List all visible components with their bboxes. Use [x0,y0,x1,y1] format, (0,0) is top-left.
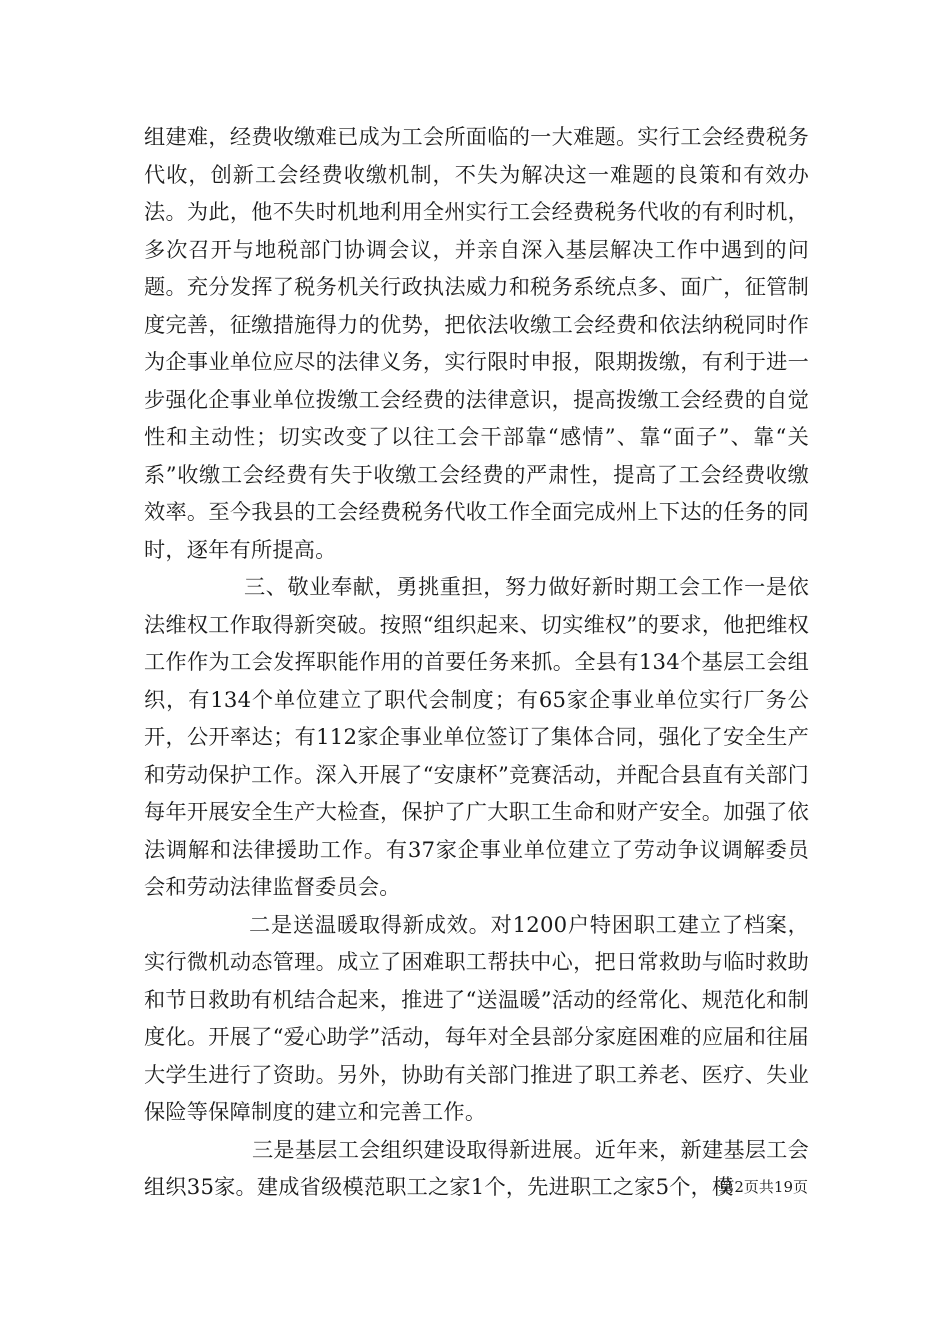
paragraph-3: 二是送温暖取得新成效。对1200户特困职工建立了档案，实行微机动态管理。成立了困难职工帮扶中心，把日常救助与临时救助和节日救助有机结合起来，推进了“送温暖”活动的经常化、规范化和制度化。开展了“爱心助学”活动，每年对全县部分家庭困难的应届和往届大学生进行了资助。另外，协助有关部门推进了职工养老、医疗、失业保险等保障制度的建立和完善工作。 [144,911,809,1124]
page-number: 第2页共19页 [719,1178,808,1196]
paragraph-4: 三是基层工会组织建设取得新进展。近年来，新建基层工会组织35家。建成省级模范职工之家1个，先进职工之家5个，模 [144,1136,809,1199]
paragraph-1: 组建难，经费收缴难已成为工会所面临的一大难题。实行工会经费税务代收，创新工会经费收缴机制，不失为解决这一难题的良策和有效办法。为此，他不失时机地利用全州实行工会经费税务代收的有利时机，多次召开与地税部门协调会议，并亲自深入基层解决工作中遇到的问题。充分发挥了税务机关行政执法威力和税务系统点多、面广，征管制度完善，征缴措施得力的优势，把依法收缴工会经费和依法纳税同时作为企事业单位应尽的法律义务，实行限时申报，限期拨缴，有利于进一步强化企事业单位拨缴工会经费的法律意识，提高拨缴工会经费的自觉性和主动性；切实改变了以往工会干部靠“感情”、靠“面子”、靠“关系”收缴工会经费有失于收缴工会经费的严肃性，提高了工会经费收缴效率。至今我县的工会经费税务代收工作全面完成州上下达的任务的同时，逐年有所提高。 [144,124,809,562]
paragraph-2: 三、敬业奉献，勇挑重担，努力做好新时期工会工作一是依法维权工作取得新突破。按照“组织起来、切实维权”的要求，他把维权工作作为工会发挥职能作用的首要任务来抓。全县有134个基层工会组织，有134个单位建立了职代会制度；有65家企事业单位实行厂务公开，公开率达；有112家企事业单位签订了集体合同，强化了安全生产和劳动保护工作。深入开展了“安康杯”竞赛活动，并配合县直有关部门每年开展安全生产大检查，保护了广大职工生命和财产安全。加强了依法调解和法律援助工作。有37家企事业单位建立了劳动争议调解委员会和劳动法律监督委员会。 [144,574,809,899]
body-text [144,118,809,1206]
